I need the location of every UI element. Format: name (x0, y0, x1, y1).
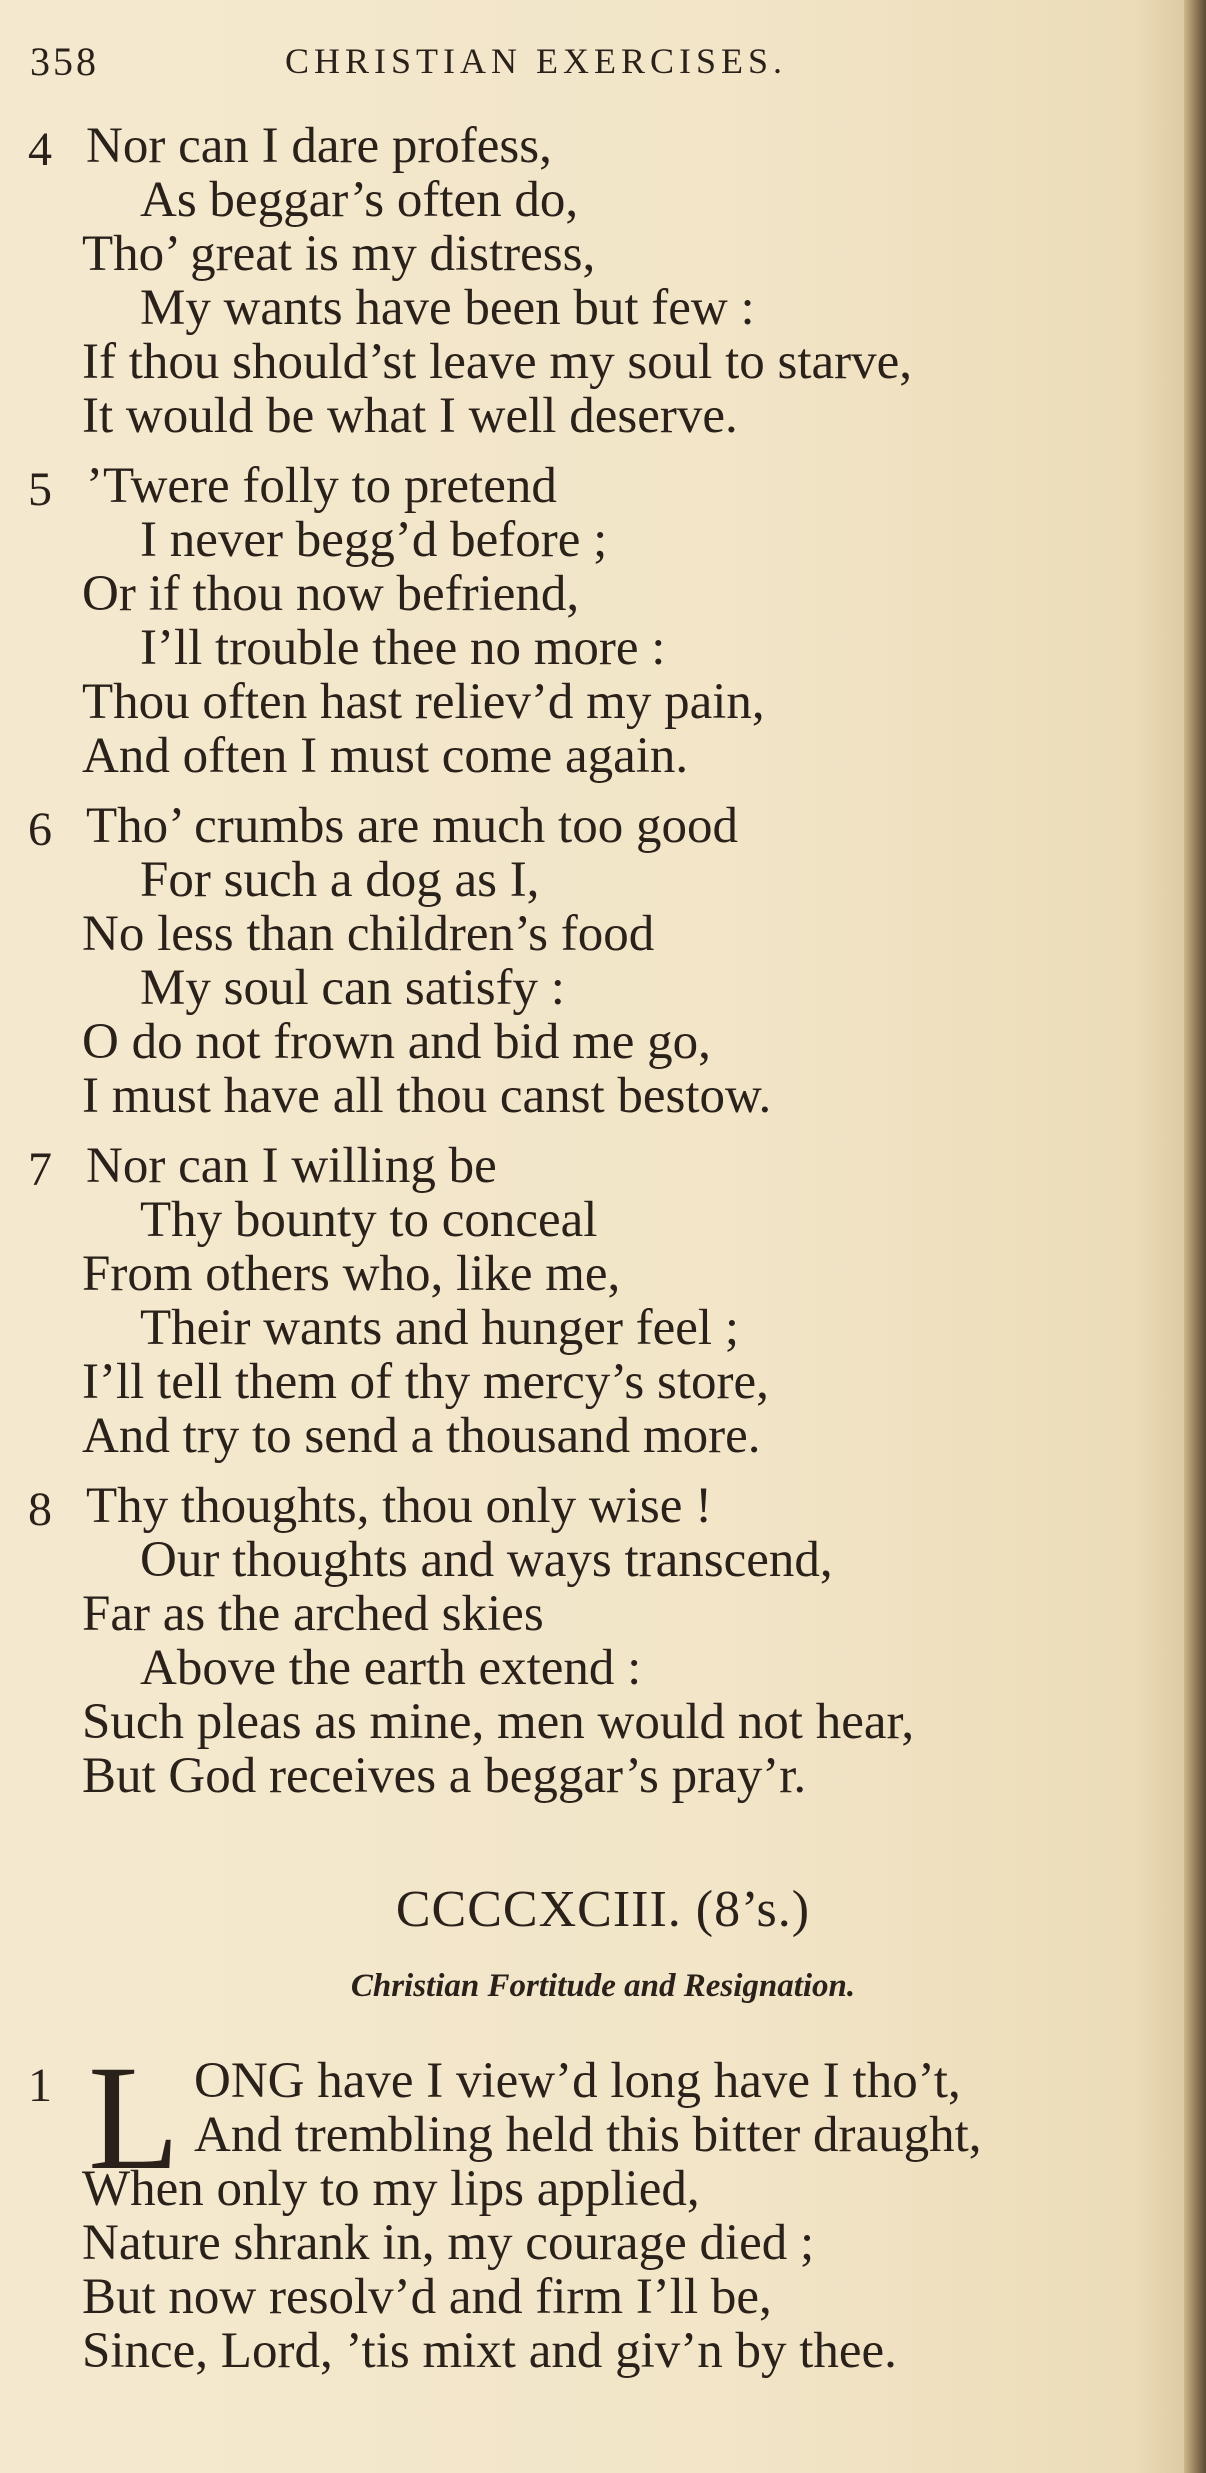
verse-line: But now resolv’d and firm I’ll be, (82, 2269, 772, 2325)
verse-line: If thou should’st leave my soul to starve, (82, 334, 913, 390)
verse-line: Their wants and hunger feel ; (140, 1300, 740, 1356)
drop-cap: L (88, 2035, 180, 2201)
verse-line: From others who, like me, (82, 1246, 621, 1302)
verse-line: No less than children’s food (82, 906, 655, 962)
verse-line: But God receives a beggar’s pray’r. (82, 1748, 807, 1804)
verse-line: ONG have I view’d long have I tho’t, (194, 2053, 961, 2109)
verse-line: Thou often hast reliev’d my pain, (82, 674, 765, 730)
verse-line: And try to send a thousand more. (82, 1408, 761, 1464)
verse-line: Since, Lord, ’tis mixt and giv’n by thee. (82, 2323, 897, 2379)
verse-line: I must have all thou canst bestow. (82, 1068, 772, 1124)
hymn-title: CCCCXCIII. (8’s.) (395, 1881, 811, 1938)
stanza-number: 7 (28, 1143, 52, 1196)
verse-line: I never begg’d before ; (140, 512, 608, 568)
stanza-number: 4 (28, 123, 52, 176)
verse-line: When only to my lips applied, (82, 2161, 700, 2217)
hymn-subtitle: Christian Fortitude and Resignation. (350, 1968, 856, 2004)
verse-line: It would be what I well deserve. (82, 388, 738, 444)
verse-line: Nor can I dare profess, (86, 118, 552, 174)
page-header (30, 38, 1150, 98)
verse-line: ’Twere folly to pretend (86, 458, 557, 514)
verse-line: Nature shrank in, my courage died ; (82, 2215, 815, 2271)
verse-line: I’ll tell them of thy mercy’s store, (82, 1354, 769, 1410)
running-title: CHRISTIAN EXERCISES. (285, 41, 788, 81)
verse-line: I’ll trouble thee no more : (140, 620, 666, 676)
page-edge (1184, 0, 1206, 2473)
verse-line: Such pleas as mine, men would not hear, (82, 1694, 915, 1750)
verse-line: For such a dog as I, (140, 852, 540, 908)
verse-line: My wants have been but few : (140, 280, 755, 336)
verse-line: O do not frown and bid me go, (82, 1014, 711, 1070)
stanza-number: 5 (28, 463, 52, 516)
verse-line: As beggar’s often do, (140, 172, 579, 228)
verse-line: Above the earth extend : (140, 1640, 642, 1696)
verse-line: And trembling held this bitter draught, (194, 2107, 982, 2163)
verse-line: Thy bounty to conceal (140, 1192, 598, 1248)
verse-line: And often I must come again. (82, 728, 689, 784)
page-number: 358 (30, 39, 99, 84)
verse-line: Tho’ crumbs are much too good (86, 798, 738, 854)
stanza-number: 8 (28, 1483, 52, 1536)
verse-line: Our thoughts and ways transcend, (140, 1532, 833, 1588)
stanza-number: 1 (28, 2059, 52, 2112)
verse-line: Tho’ great is my distress, (82, 226, 596, 282)
verse-line: Far as the arched skies (82, 1586, 544, 1642)
stanza-number: 6 (28, 803, 52, 856)
verse-line: Thy thoughts, thou only wise ! (86, 1478, 713, 1534)
verse-line: My soul can satisfy : (140, 960, 565, 1016)
verse-line: Or if thou now befriend, (82, 566, 580, 622)
verse-line: Nor can I willing be (86, 1138, 497, 1194)
